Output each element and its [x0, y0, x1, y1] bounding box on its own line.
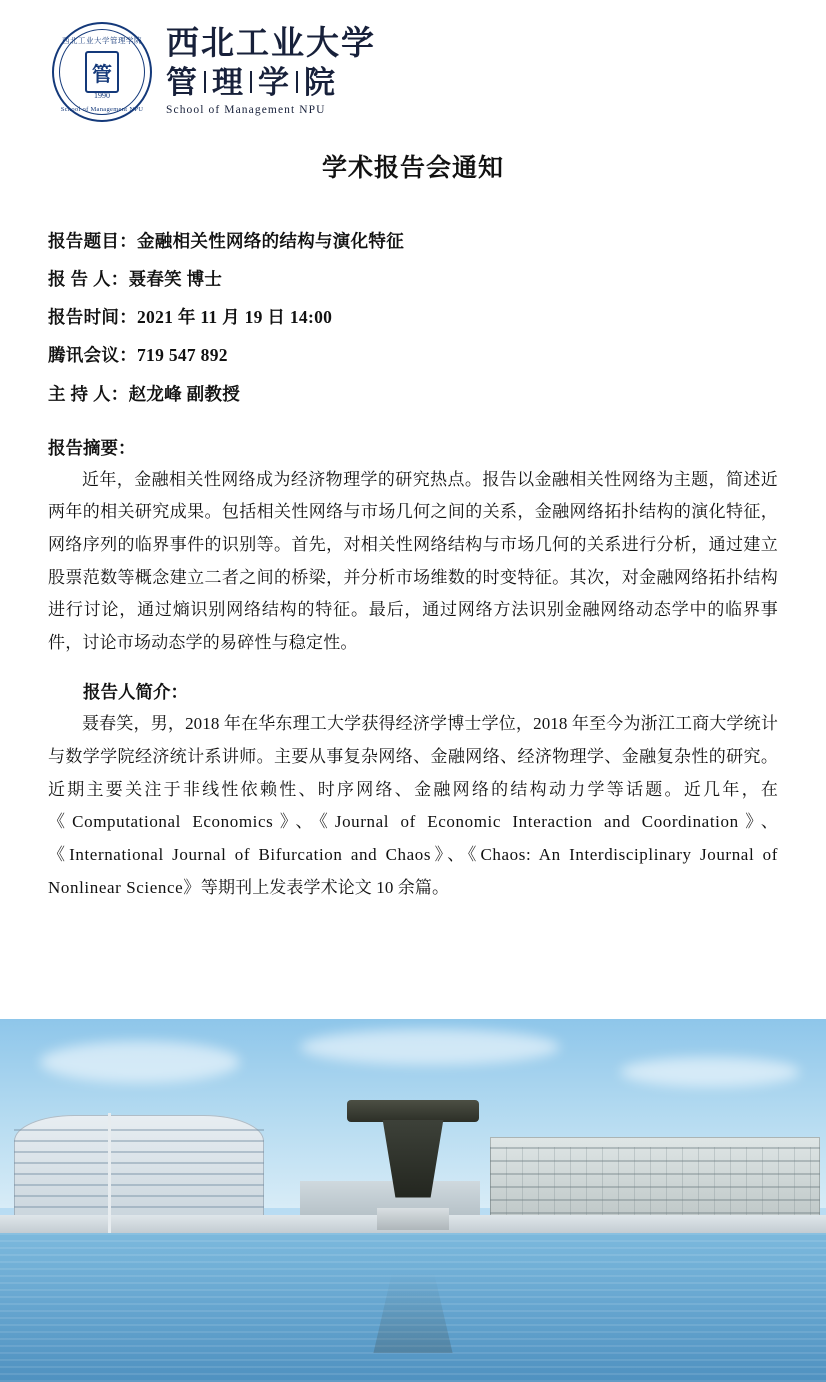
meta-row-meeting — [48, 336, 778, 374]
meta-label-time: 报告时间： — [48, 307, 137, 328]
logo-wordmark — [166, 26, 376, 118]
meta-label-meeting: 腾讯会议： — [48, 345, 137, 366]
meta-block — [0, 222, 826, 413]
seal-bottom-text: School of Management NPU — [60, 106, 144, 113]
seal-top-text: 西北工业大学管理学院 — [62, 36, 142, 45]
meta-label-host: 主 持 人： — [48, 383, 129, 404]
university-seal-icon — [52, 22, 152, 122]
abstract-heading: 报告摘要： — [48, 437, 136, 458]
abstract-body: 近年，金融相关性网络成为经济物理学的研究热点。报告以金融相关性网络为主题，简述近两年的相关研究成果。包括相关性网络与市场几何之间的关系，金融网络拓扑结构的演化特征，网络序列的临界事件的识别等。首先，对相关性网络结构与市场几何的关系进行分析，通过建立股票范数等概念建立二者之间的桥梁，并分析市场维数的时变特征。其次，对金融网络拓扑结构进行讨论，通过熵识别网络结构的特征。最后，通过网络方法识别金融网络动态学中的临界事件，讨论市场动态学的易碎性与稳定性。 — [48, 469, 778, 652]
meta-value-topic: 金融相关性网络的结构与演化特征 — [137, 231, 404, 251]
seal-center-char: 管 — [85, 51, 119, 93]
journal-sep-1: 、 — [295, 812, 320, 832]
abstract-section — [0, 435, 826, 660]
meta-value-speaker: 聂春笑 博士 — [128, 269, 223, 290]
journal-3: 《International Journal of Bifurcation and Chaos》 — [48, 844, 448, 864]
meta-label-speaker: 报 告 人： — [48, 269, 129, 290]
divider-3 — [296, 71, 298, 93]
bio-body — [48, 708, 778, 904]
seal-year: 1990 — [94, 91, 110, 100]
letterhead — [0, 0, 826, 126]
photo-cloud — [300, 1029, 560, 1065]
meta-label-topic: 报告题目： — [48, 231, 137, 251]
journal-4: 《Chaos: An Interdisciplinary Journal of Nonlinear Science》 — [48, 844, 778, 897]
photo-flagpole — [108, 1113, 111, 1233]
journal-1: 《Computational Economics》 — [48, 812, 296, 832]
college-char-3: 学 — [258, 64, 290, 100]
meta-value-time: 2021 年 11 月 19 日 14:00 — [137, 307, 333, 328]
bio-heading: 报告人简介： — [83, 682, 188, 703]
photo-cloud — [40, 1041, 240, 1083]
journal-sep-2: 、 — [760, 812, 778, 832]
bio-text-part2: 等期刊上发表学术论文 10 余篇。 — [200, 877, 450, 897]
campus-photo — [0, 1019, 826, 1382]
bio-text-part1: 聂春笑，男，2018 年在华东理工大学获得经济学博士学位，2018 年至今为浙江工商大学统计与数学学院经济统计系讲师。主要从事复杂网络、金融网络、经济物理学、金融复杂性的研究。近期主要关注于非线性依赖性、时序网络、金融网络的结构动力学等话题。近几年，在 — [48, 714, 778, 799]
college-name-cn — [166, 64, 376, 101]
college-char-4: 院 — [304, 64, 336, 100]
college-char-1: 管 — [166, 64, 198, 100]
meta-row-speaker — [48, 260, 778, 298]
bio-section — [0, 679, 826, 904]
monument-base — [377, 1208, 449, 1230]
photo-cloud — [620, 1057, 800, 1087]
journal-sep-3: 、 — [447, 844, 468, 864]
college-name-en: School of Management NPU — [166, 104, 326, 117]
divider-2 — [250, 71, 252, 93]
monument-body — [373, 1120, 453, 1198]
meta-row-topic — [48, 222, 778, 260]
college-char-2: 理 — [212, 64, 244, 100]
page-title: 学术报告会通知 — [321, 155, 504, 182]
meta-row-time — [48, 298, 778, 336]
divider-1 — [204, 71, 206, 93]
meta-value-meeting: 719 547 892 — [137, 345, 228, 366]
monument-top — [347, 1100, 479, 1122]
meta-value-host: 赵龙峰 副教授 — [128, 383, 241, 404]
meta-row-host — [48, 375, 778, 413]
photo-monument — [347, 1100, 479, 1230]
university-name-cn: 西北工业大学 — [166, 25, 376, 62]
journal-2: 《Journal of Economic Interaction and Coordination》 — [319, 812, 761, 832]
